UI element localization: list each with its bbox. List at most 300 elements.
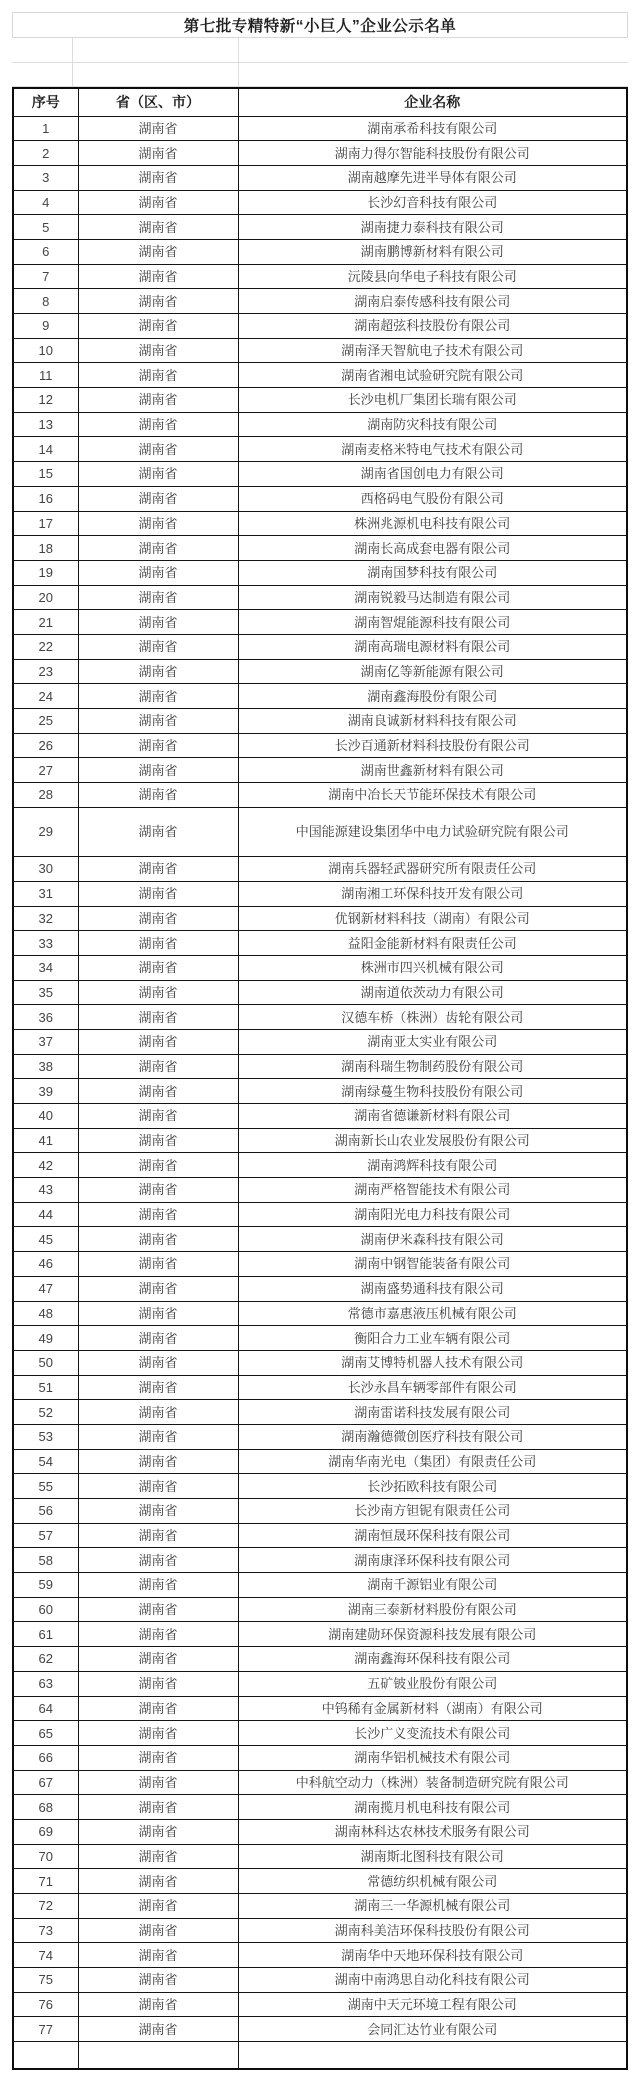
table-row <box>13 165 627 190</box>
row-index-cell: 15 <box>13 462 78 487</box>
row-index-cell: 43 <box>13 1178 78 1203</box>
table-row <box>13 1622 627 1647</box>
company-name-cell: 长沙永昌车辆零部件有限公司 <box>238 1375 627 1400</box>
table-row <box>13 1054 627 1079</box>
company-name-cell: 湖南承希科技有限公司 <box>238 116 627 141</box>
table-row <box>13 437 627 462</box>
row-index-cell: 41 <box>13 1128 78 1153</box>
company-name-cell: 常德纺织机械有限公司 <box>238 1869 627 1894</box>
company-name-cell: 长沙拓欧科技有限公司 <box>238 1474 627 1499</box>
table-row <box>13 1153 627 1178</box>
row-index-cell: 58 <box>13 1548 78 1573</box>
column-header-province: 省（区、市） <box>78 88 238 116</box>
row-index-cell: 31 <box>13 881 78 906</box>
table-row <box>13 1252 627 1277</box>
province-cell: 湖南省 <box>78 1696 238 1721</box>
row-index-cell: 73 <box>13 1918 78 1943</box>
province-cell: 湖南省 <box>78 437 238 462</box>
province-cell: 湖南省 <box>78 1424 238 1449</box>
province-cell: 湖南省 <box>78 1326 238 1351</box>
company-name-cell: 会同汇达竹业有限公司 <box>238 2017 627 2042</box>
row-index-cell: 4 <box>13 190 78 215</box>
company-name-cell: 湖南高瑞电源材料有限公司 <box>238 634 627 659</box>
table-row <box>13 1523 627 1548</box>
company-name-cell: 湖南良诚新材料科技有限公司 <box>238 709 627 734</box>
table-row <box>13 116 627 141</box>
province-cell: 湖南省 <box>78 931 238 956</box>
table-row <box>13 314 627 339</box>
table-row <box>13 289 627 314</box>
table-row <box>13 857 627 882</box>
province-cell: 湖南省 <box>78 1449 238 1474</box>
company-name-cell: 湖南中冶长天节能环保技术有限公司 <box>238 783 627 808</box>
table-row <box>13 264 627 289</box>
province-cell: 湖南省 <box>78 1721 238 1746</box>
company-name-cell: 湖南恒晟环保科技有限公司 <box>238 1523 627 1548</box>
company-name-cell: 湖南湘工环保科技开发有限公司 <box>238 881 627 906</box>
company-name-cell: 湖南鑫海环保科技有限公司 <box>238 1647 627 1672</box>
table-row <box>13 684 627 709</box>
table-row <box>13 758 627 783</box>
row-index-cell: 42 <box>13 1153 78 1178</box>
table-row <box>13 807 627 856</box>
company-name-cell: 中科航空动力（株洲）装备制造研究院有限公司 <box>238 1770 627 1795</box>
table-row <box>13 338 627 363</box>
row-index-cell: 39 <box>13 1079 78 1104</box>
province-cell: 湖南省 <box>78 1005 238 1030</box>
province-cell: 湖南省 <box>78 1375 238 1400</box>
province-cell: 湖南省 <box>78 980 238 1005</box>
table-row <box>13 412 627 437</box>
company-name-cell: 湖南麦格米特电气技术有限公司 <box>238 437 627 462</box>
row-index-cell: 60 <box>13 1597 78 1622</box>
row-index-cell: 9 <box>13 314 78 339</box>
table-row <box>13 1795 627 1820</box>
row-index-cell: 44 <box>13 1202 78 1227</box>
row-index-cell: 27 <box>13 758 78 783</box>
company-name-cell: 湖南揽月机电科技有限公司 <box>238 1795 627 1820</box>
province-cell: 湖南省 <box>78 1276 238 1301</box>
table-row <box>13 363 627 388</box>
row-index-cell: 18 <box>13 536 78 561</box>
table-row <box>13 1819 627 1844</box>
province-cell: 湖南省 <box>78 1128 238 1153</box>
company-name-cell: 湖南华中天地环保科技有限公司 <box>238 1943 627 1968</box>
company-name-cell: 长沙幻音科技有限公司 <box>238 190 627 215</box>
province-cell: 湖南省 <box>78 1252 238 1277</box>
province-cell: 湖南省 <box>78 1819 238 1844</box>
company-name-cell: 中国能源建设集团华中电力试验研究院有限公司 <box>238 807 627 856</box>
column-header-no: 序号 <box>13 88 78 116</box>
table-row <box>13 486 627 511</box>
province-cell: 湖南省 <box>78 585 238 610</box>
table-row <box>13 1104 627 1129</box>
page-title: 第七批专精特新“小巨人”企业公示名单 <box>183 18 457 35</box>
province-cell: 湖南省 <box>78 289 238 314</box>
row-index-cell: 47 <box>13 1276 78 1301</box>
row-index-cell: 50 <box>13 1350 78 1375</box>
company-name-cell: 湖南三一华源机械有限公司 <box>238 1894 627 1919</box>
row-index-cell: 59 <box>13 1573 78 1598</box>
row-index-cell: 1 <box>13 116 78 141</box>
province-cell: 湖南省 <box>78 758 238 783</box>
company-name-cell: 衡阳合力工业车辆有限公司 <box>238 1326 627 1351</box>
province-cell: 湖南省 <box>78 1350 238 1375</box>
company-name-cell: 湖南中南鸿思自动化科技有限公司 <box>238 1968 627 1993</box>
province-cell: 湖南省 <box>78 165 238 190</box>
spacer-row-1 <box>12 38 628 63</box>
province-cell: 湖南省 <box>78 783 238 808</box>
province-cell: 湖南省 <box>78 1301 238 1326</box>
company-name-cell: 湖南中天元环境工程有限公司 <box>238 1992 627 2017</box>
province-cell: 湖南省 <box>78 1844 238 1869</box>
company-name-cell: 湖南鸿辉科技有限公司 <box>238 1153 627 1178</box>
company-name-cell: 湖南省湘电试验研究院有限公司 <box>238 363 627 388</box>
province-cell: 湖南省 <box>78 1474 238 1499</box>
table-row <box>13 1079 627 1104</box>
table-row <box>13 1597 627 1622</box>
table-row <box>13 906 627 931</box>
company-name-cell: 湖南绿蔓生物科技股份有限公司 <box>238 1079 627 1104</box>
table-row <box>13 1178 627 1203</box>
spacer-cell <box>12 63 72 87</box>
company-name-cell: 中钨稀有金属新材料（湖南）有限公司 <box>238 1696 627 1721</box>
row-index-cell: 19 <box>13 560 78 585</box>
table-row <box>13 783 627 808</box>
province-cell: 湖南省 <box>78 239 238 264</box>
row-index-cell: 45 <box>13 1227 78 1252</box>
company-name-cell: 湖南世鑫新材料有限公司 <box>238 758 627 783</box>
province-cell: 湖南省 <box>78 1943 238 1968</box>
row-index-cell: 37 <box>13 1029 78 1054</box>
province-cell: 湖南省 <box>78 1597 238 1622</box>
row-index-cell: 16 <box>13 486 78 511</box>
row-index-cell: 14 <box>13 437 78 462</box>
company-name-cell: 湖南锐毅马达制造有限公司 <box>238 585 627 610</box>
row-index-cell: 29 <box>13 807 78 856</box>
row-index-cell: 8 <box>13 289 78 314</box>
province-cell: 湖南省 <box>78 857 238 882</box>
company-name-cell: 湖南越摩先进半导体有限公司 <box>238 165 627 190</box>
province-cell: 湖南省 <box>78 1499 238 1524</box>
company-name-cell: 长沙百通新材料科技股份有限公司 <box>238 733 627 758</box>
table-row <box>13 190 627 215</box>
province-cell: 湖南省 <box>78 314 238 339</box>
row-index-cell: 33 <box>13 931 78 956</box>
company-name-cell: 湖南力得尔智能科技股份有限公司 <box>238 141 627 166</box>
province-cell: 湖南省 <box>78 388 238 413</box>
company-name-cell: 湖南鑫海股份有限公司 <box>238 684 627 709</box>
company-name-cell: 湖南泽天智航电子技术有限公司 <box>238 338 627 363</box>
table-row <box>13 1869 627 1894</box>
table-row <box>13 1276 627 1301</box>
row-index-cell: 51 <box>13 1375 78 1400</box>
row-index-cell: 6 <box>13 239 78 264</box>
company-name-cell: 湖南智焜能源科技有限公司 <box>238 610 627 635</box>
table-row <box>13 709 627 734</box>
row-index-cell: 70 <box>13 1844 78 1869</box>
province-cell: 湖南省 <box>78 610 238 635</box>
province-cell: 湖南省 <box>78 1054 238 1079</box>
company-name-cell: 湖南林科达农林技术服务有限公司 <box>238 1819 627 1844</box>
table-header-row <box>13 88 627 116</box>
company-name-cell: 湖南千源铝业有限公司 <box>238 1573 627 1598</box>
company-name-cell: 湖南新长山农业发展股份有限公司 <box>238 1128 627 1153</box>
table-row <box>13 1128 627 1153</box>
row-index-cell: 21 <box>13 610 78 635</box>
province-cell: 湖南省 <box>78 264 238 289</box>
table-row <box>13 1375 627 1400</box>
company-name-cell: 湖南道依茨动力有限公司 <box>238 980 627 1005</box>
row-index-cell: 34 <box>13 955 78 980</box>
row-index-cell: 23 <box>13 659 78 684</box>
row-index-cell: 10 <box>13 338 78 363</box>
province-cell: 湖南省 <box>78 486 238 511</box>
company-name-cell: 湖南伊米森科技有限公司 <box>238 1227 627 1252</box>
table-row <box>13 1400 627 1425</box>
row-index-cell: 22 <box>13 634 78 659</box>
row-index-cell <box>13 2042 78 2069</box>
table-row <box>13 462 627 487</box>
province-cell: 湖南省 <box>78 536 238 561</box>
province-cell: 湖南省 <box>78 1523 238 1548</box>
company-name-cell: 湖南三泰新材料股份有限公司 <box>238 1597 627 1622</box>
table-row <box>13 955 627 980</box>
province-cell: 湖南省 <box>78 1400 238 1425</box>
table-row <box>13 1029 627 1054</box>
company-table-body <box>13 116 627 2069</box>
company-name-cell: 湖南兵器轻武器研究所有限责任公司 <box>238 857 627 882</box>
province-cell: 湖南省 <box>78 1202 238 1227</box>
company-name-cell: 长沙电机厂集团长瑞有限公司 <box>238 388 627 413</box>
province-cell: 湖南省 <box>78 1968 238 1993</box>
table-row <box>13 980 627 1005</box>
company-name-cell: 湖南捷力泰科技有限公司 <box>238 215 627 240</box>
column-header-company: 企业名称 <box>238 88 627 116</box>
company-name-cell: 西格码电气股份有限公司 <box>238 486 627 511</box>
row-index-cell: 68 <box>13 1795 78 1820</box>
company-name-cell: 湖南省德谦新材料有限公司 <box>238 1104 627 1129</box>
province-cell: 湖南省 <box>78 462 238 487</box>
table-row <box>13 1449 627 1474</box>
province-cell <box>78 2042 238 2069</box>
company-name-cell: 湖南华南光电（集团）有限责任公司 <box>238 1449 627 1474</box>
row-index-cell: 69 <box>13 1819 78 1844</box>
row-index-cell: 5 <box>13 215 78 240</box>
province-cell: 湖南省 <box>78 412 238 437</box>
row-index-cell: 24 <box>13 684 78 709</box>
table-row <box>13 1745 627 1770</box>
row-index-cell: 30 <box>13 857 78 882</box>
province-cell: 湖南省 <box>78 1647 238 1672</box>
spacer-cell <box>238 38 628 63</box>
table-row <box>13 1301 627 1326</box>
province-cell: 湖南省 <box>78 634 238 659</box>
row-index-cell: 28 <box>13 783 78 808</box>
province-cell: 湖南省 <box>78 511 238 536</box>
province-cell: 湖南省 <box>78 141 238 166</box>
table-row <box>13 1894 627 1919</box>
row-index-cell: 32 <box>13 906 78 931</box>
row-index-cell: 64 <box>13 1696 78 1721</box>
province-cell: 湖南省 <box>78 2017 238 2042</box>
row-index-cell: 74 <box>13 1943 78 1968</box>
company-name-cell: 湖南盛势通科技有限公司 <box>238 1276 627 1301</box>
company-name-cell: 湖南鹏博新材料有限公司 <box>238 239 627 264</box>
company-name-cell: 五矿铍业股份有限公司 <box>238 1671 627 1696</box>
table-row <box>13 1918 627 1943</box>
table-row <box>13 931 627 956</box>
table-row <box>13 634 627 659</box>
row-index-cell: 46 <box>13 1252 78 1277</box>
title-row <box>12 12 628 38</box>
table-row <box>13 1721 627 1746</box>
company-name-cell: 湖南防灾科技有限公司 <box>238 412 627 437</box>
row-index-cell: 49 <box>13 1326 78 1351</box>
province-cell: 湖南省 <box>78 560 238 585</box>
row-index-cell: 77 <box>13 2017 78 2042</box>
row-index-cell: 7 <box>13 264 78 289</box>
table-row <box>13 511 627 536</box>
company-name-cell: 湖南严格智能技术有限公司 <box>238 1178 627 1203</box>
sheet <box>12 12 628 2070</box>
table-row <box>13 1696 627 1721</box>
table-row <box>13 1548 627 1573</box>
row-index-cell: 66 <box>13 1745 78 1770</box>
company-name-cell: 株洲市四兴机械有限公司 <box>238 955 627 980</box>
row-index-cell: 61 <box>13 1622 78 1647</box>
table-row <box>13 1474 627 1499</box>
company-name-cell: 湖南启泰传感科技有限公司 <box>238 289 627 314</box>
row-index-cell: 62 <box>13 1647 78 1672</box>
row-index-cell: 13 <box>13 412 78 437</box>
table-row <box>13 1326 627 1351</box>
table-row <box>13 659 627 684</box>
row-index-cell: 48 <box>13 1301 78 1326</box>
province-cell: 湖南省 <box>78 1918 238 1943</box>
province-cell: 湖南省 <box>78 955 238 980</box>
province-cell: 湖南省 <box>78 1178 238 1203</box>
row-index-cell: 53 <box>13 1424 78 1449</box>
table-row <box>13 141 627 166</box>
company-name-cell: 湖南斯北图科技有限公司 <box>238 1844 627 1869</box>
table-row <box>13 585 627 610</box>
row-index-cell: 55 <box>13 1474 78 1499</box>
province-cell: 湖南省 <box>78 1622 238 1647</box>
company-name-cell: 湖南华铝机械技术有限公司 <box>238 1745 627 1770</box>
province-cell: 湖南省 <box>78 1671 238 1696</box>
row-index-cell: 65 <box>13 1721 78 1746</box>
company-name-cell: 湖南艾博特机器人技术有限公司 <box>238 1350 627 1375</box>
row-index-cell: 3 <box>13 165 78 190</box>
province-cell: 湖南省 <box>78 1079 238 1104</box>
table-row <box>13 536 627 561</box>
row-index-cell: 76 <box>13 1992 78 2017</box>
table-row <box>13 1992 627 2017</box>
company-table <box>12 87 628 2070</box>
table-row <box>13 215 627 240</box>
table-row <box>13 1968 627 1993</box>
province-cell: 湖南省 <box>78 363 238 388</box>
spacer-cell <box>12 38 72 63</box>
company-name-cell: 湖南国梦科技有限公司 <box>238 560 627 585</box>
company-name-cell: 常德市嘉惠液压机械有限公司 <box>238 1301 627 1326</box>
table-row <box>13 1770 627 1795</box>
company-name-cell: 湖南科瑞生物制药股份有限公司 <box>238 1054 627 1079</box>
company-name-cell: 湖南省国创电力有限公司 <box>238 462 627 487</box>
row-index-cell: 52 <box>13 1400 78 1425</box>
province-cell: 湖南省 <box>78 1548 238 1573</box>
spacer-row-2 <box>12 63 628 87</box>
company-name-cell: 沅陵县向华电子科技有限公司 <box>238 264 627 289</box>
table-row <box>13 1943 627 1968</box>
table-row <box>13 560 627 585</box>
company-name-cell: 湖南中钢智能装备有限公司 <box>238 1252 627 1277</box>
row-index-cell: 25 <box>13 709 78 734</box>
row-index-cell: 71 <box>13 1869 78 1894</box>
spacer-cell <box>238 63 628 87</box>
row-index-cell: 63 <box>13 1671 78 1696</box>
province-cell: 湖南省 <box>78 338 238 363</box>
row-index-cell: 26 <box>13 733 78 758</box>
province-cell: 湖南省 <box>78 1227 238 1252</box>
row-index-cell: 40 <box>13 1104 78 1129</box>
row-index-cell: 12 <box>13 388 78 413</box>
province-cell: 湖南省 <box>78 215 238 240</box>
company-name-cell: 湖南超弦科技股份有限公司 <box>238 314 627 339</box>
table-row <box>13 1647 627 1672</box>
row-index-cell: 54 <box>13 1449 78 1474</box>
province-cell: 湖南省 <box>78 881 238 906</box>
row-index-cell: 56 <box>13 1499 78 1524</box>
province-cell: 湖南省 <box>78 684 238 709</box>
row-index-cell: 35 <box>13 980 78 1005</box>
table-row <box>13 1844 627 1869</box>
company-name-cell: 优钢新材料科技（湖南）有限公司 <box>238 906 627 931</box>
table-row <box>13 388 627 413</box>
company-name-cell: 湖南亚太实业有限公司 <box>238 1029 627 1054</box>
company-name-cell: 湖南长高成套电器有限公司 <box>238 536 627 561</box>
province-cell: 湖南省 <box>78 1573 238 1598</box>
row-index-cell: 20 <box>13 585 78 610</box>
province-cell: 湖南省 <box>78 1029 238 1054</box>
province-cell: 湖南省 <box>78 1894 238 1919</box>
table-row <box>13 1424 627 1449</box>
table-row <box>13 881 627 906</box>
company-name-cell: 湖南瀚德微创医疗科技有限公司 <box>238 1424 627 1449</box>
table-row <box>13 1573 627 1598</box>
province-cell: 湖南省 <box>78 1992 238 2017</box>
table-row-empty <box>13 2042 627 2069</box>
company-name-cell: 湖南康泽环保科技有限公司 <box>238 1548 627 1573</box>
province-cell: 湖南省 <box>78 1795 238 1820</box>
table-row <box>13 1671 627 1696</box>
company-name-cell <box>238 2042 627 2069</box>
province-cell: 湖南省 <box>78 733 238 758</box>
company-name-cell: 汉德车桥（株洲）齿轮有限公司 <box>238 1005 627 1030</box>
province-cell: 湖南省 <box>78 190 238 215</box>
table-row <box>13 733 627 758</box>
table-row <box>13 1202 627 1227</box>
row-index-cell: 36 <box>13 1005 78 1030</box>
spacer-cell <box>72 63 238 87</box>
table-row <box>13 239 627 264</box>
table-row <box>13 1227 627 1252</box>
company-name-cell: 益阳金能新材料有限责任公司 <box>238 931 627 956</box>
table-row <box>13 610 627 635</box>
company-name-cell: 长沙南方钽铌有限责任公司 <box>238 1499 627 1524</box>
row-index-cell: 72 <box>13 1894 78 1919</box>
